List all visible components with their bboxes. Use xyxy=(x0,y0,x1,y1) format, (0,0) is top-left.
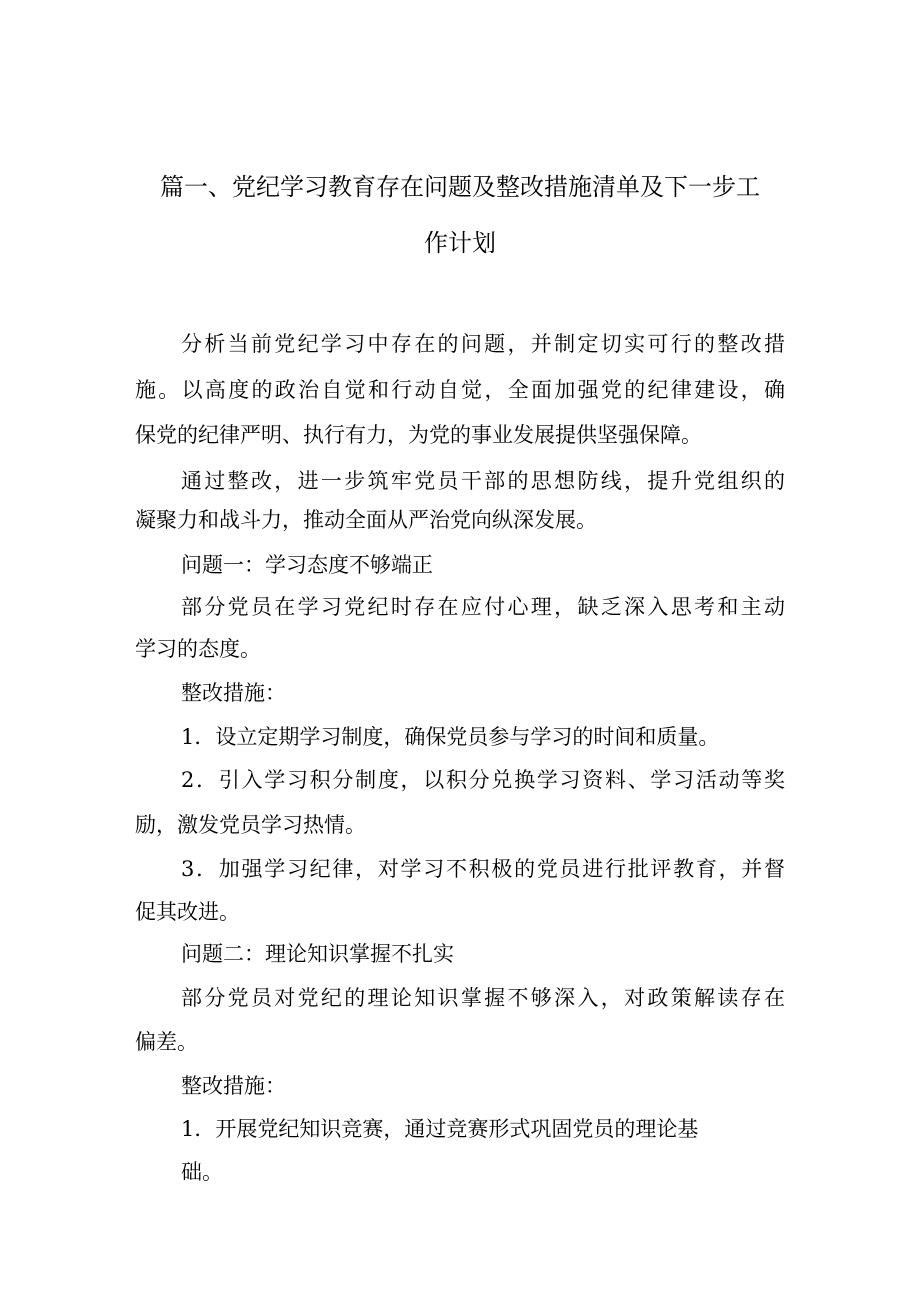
paragraph-line: 通过整改，进一步筑牢党员干部的思想防线，提升党组织的 xyxy=(181,469,785,493)
problem-heading: 问题二：理论知识掌握不扎实 xyxy=(181,942,454,966)
paragraph-line: 励，激发党员学习热情。 xyxy=(135,813,366,837)
paragraph-line: 分析当前党纪学习中存在的问题，并制定切实可行的整改措 xyxy=(181,332,785,356)
measure-item: 2．引入学习积分制度，以积分兑换学习资料、学习活动等奖 xyxy=(181,768,785,792)
paragraph-line: 偏差。 xyxy=(135,1030,198,1054)
paragraph-line: 础。 xyxy=(181,1160,223,1184)
paragraph-line: 保党的纪律严明、执行有力，为党的事业发展提供坚强保障。 xyxy=(135,423,702,447)
paragraph-line: 部分党员对党纪的理论知识掌握不够深入，对政策解读存在 xyxy=(181,986,785,1010)
paragraph-line: 学习的态度。 xyxy=(135,637,261,661)
paragraph-line: 施。以高度的政治自觉和行动自觉，全面加强党的纪律建设，确 xyxy=(135,378,785,402)
measures-heading: 整改措施： xyxy=(181,1074,286,1098)
document-title-line-2: 作计划 xyxy=(424,229,496,257)
problem-heading: 问题一：学习态度不够端正 xyxy=(181,553,433,577)
document-title-line-1: 篇一、党纪学习教育存在问题及整改措施清单及下一步工 xyxy=(160,173,760,201)
paragraph-line: 促其改进。 xyxy=(135,900,240,924)
paragraph-line: 凝聚力和战斗力，推动全面从严治党向纵深发展。 xyxy=(135,508,597,532)
measure-item: 1．设立定期学习制度，确保党员参与学习的时间和质量。 xyxy=(181,725,720,749)
measure-item: 1．开展党纪知识竞赛，通过竞赛形式巩固党员的理论基 xyxy=(181,1117,699,1141)
measure-item: 3．加强学习纪律，对学习不积极的党员进行批评教育，并督 xyxy=(181,857,785,881)
paragraph-line: 部分党员在学习党纪时存在应付心理，缺乏深入思考和主动 xyxy=(181,595,785,619)
measures-heading: 整改措施： xyxy=(181,681,286,705)
